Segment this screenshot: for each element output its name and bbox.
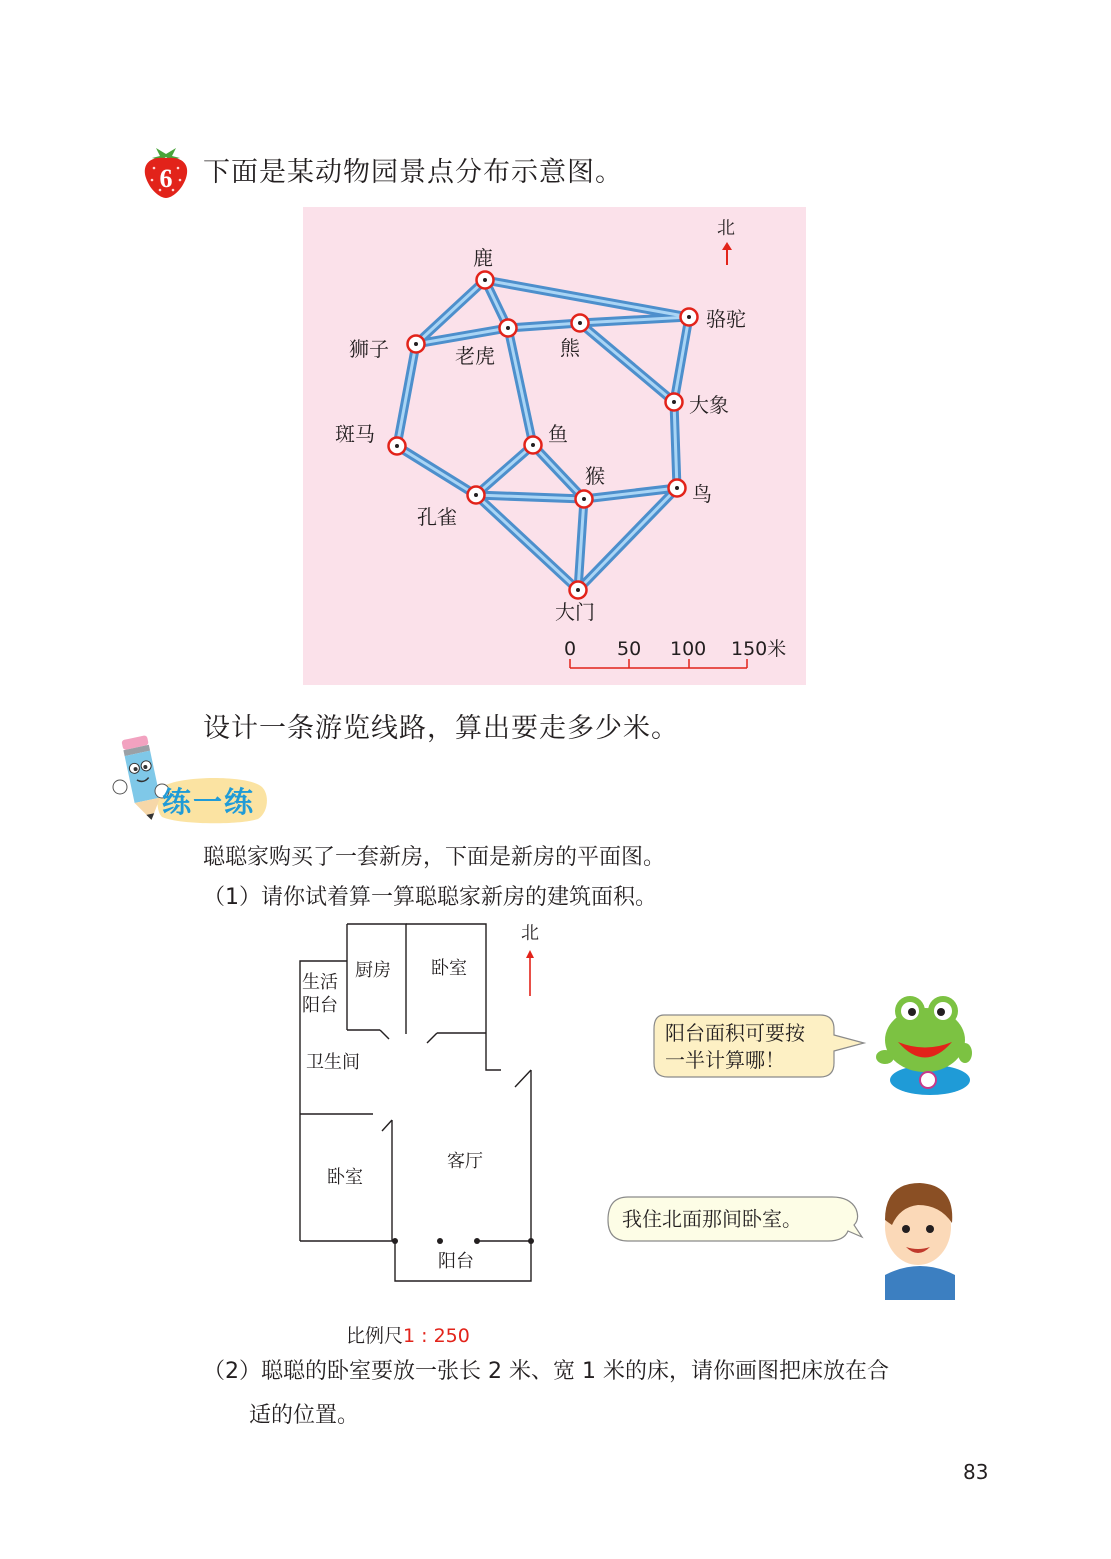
scale-ratio: 1 : 250 — [403, 1325, 470, 1347]
question-1: （1）请你试着算一算聪聪家新房的建筑面积。 — [203, 885, 657, 910]
scale-tick-150: 150米 — [731, 638, 787, 660]
question-2-line2: 适的位置。 — [249, 1403, 360, 1428]
strawberry-number-icon — [140, 140, 192, 200]
frog-speech-line2: 一半计算哪！ — [665, 1048, 785, 1072]
scale-tick-50: 50 — [617, 638, 642, 660]
spot-marker-deer — [477, 272, 494, 289]
floor-plan-north-label: 北 — [521, 923, 539, 944]
spot-label-peacock: 孔雀 — [417, 505, 457, 529]
spot-label-camel: 骆驼 — [706, 307, 746, 331]
frog-icon — [876, 996, 972, 1095]
room-label-bedroom-south: 卧室 — [327, 1167, 363, 1188]
room-label-balcony: 阳台 — [438, 1251, 474, 1272]
spot-label-bird: 鸟 — [692, 482, 712, 506]
spot-marker-bird — [669, 480, 686, 497]
spot-label-gate: 大门 — [555, 600, 595, 624]
floor-plan-scale — [346, 1321, 470, 1348]
frog-speech-line1: 阳台面积可要按 — [665, 1021, 805, 1045]
spot-label-zebra: 斑马 — [335, 422, 375, 446]
spot-marker-gate — [570, 582, 587, 599]
spot-marker-camel — [681, 309, 698, 326]
spot-marker-zebra — [389, 438, 406, 455]
boy-speech-text: 我住北面那间卧室。 — [622, 1207, 802, 1231]
page-number: 83 — [963, 1460, 989, 1484]
spot-label-tiger: 老虎 — [455, 344, 495, 368]
spot-marker-tiger — [500, 320, 517, 337]
frog-speech — [640, 985, 975, 1095]
spot-label-fish: 鱼 — [548, 422, 568, 446]
spot-marker-peacock — [468, 487, 485, 504]
scale-label: 比例尺 — [346, 1325, 404, 1347]
room-label-living-balcony-line1: 生活 — [302, 972, 338, 993]
exercise-task: 设计一条游览线路，算出要走多少米。 — [203, 713, 679, 744]
spot-marker-monkey — [576, 491, 593, 508]
spot-label-bear: 熊 — [560, 336, 580, 360]
spot-label-lion: 狮子 — [349, 337, 389, 361]
question-2-line1: （2）聪聪的卧室要放一张长 2 米、宽 1 米的床，请你画图把床放在合 — [203, 1359, 889, 1384]
spot-marker-lion — [408, 336, 425, 353]
room-label-kitchen: 厨房 — [355, 960, 391, 981]
practice-badge-label: 练一练 — [162, 785, 256, 819]
room-label-bathroom: 卫生间 — [306, 1052, 360, 1073]
practice-intro: 聪聪家购买了一套新房，下面是新房的平面图。 — [203, 845, 666, 870]
spot-marker-fish — [525, 437, 542, 454]
boy-icon — [885, 1183, 955, 1300]
floor-plan — [285, 915, 555, 1295]
north-label: 北 — [717, 218, 735, 239]
exercise-title: 下面是某动物园景点分布示意图。 — [203, 157, 623, 188]
scale-tick-0: 0 — [564, 638, 577, 660]
floor-plan-north-arrow-icon — [526, 950, 534, 996]
spot-marker-bear — [572, 315, 589, 332]
spot-label-elephant: 大象 — [689, 393, 729, 417]
room-label-bedroom-north: 卧室 — [431, 958, 467, 979]
exercise-number: 6 — [159, 164, 173, 193]
room-label-living-balcony-line2: 阳台 — [302, 995, 338, 1016]
scale-tick-100: 100 — [670, 638, 707, 660]
spot-label-monkey: 猴 — [585, 464, 605, 488]
zoo-map — [303, 207, 806, 685]
room-label-living-room: 客厅 — [447, 1151, 483, 1172]
spot-label-deer: 鹿 — [473, 246, 493, 270]
spot-marker-elephant — [666, 394, 683, 411]
boy-speech — [600, 1175, 970, 1300]
